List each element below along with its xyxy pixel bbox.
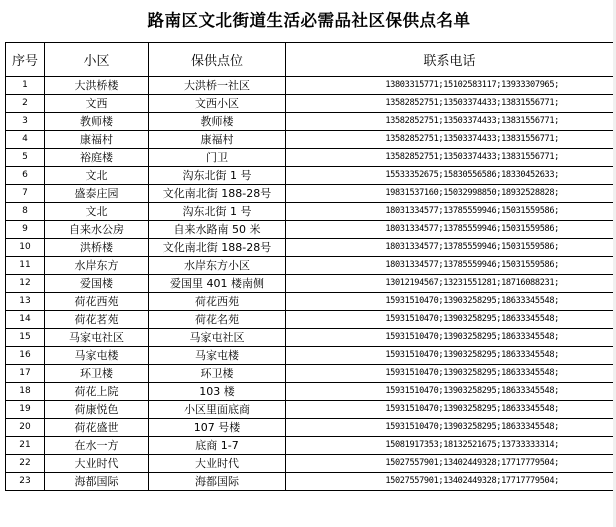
cell-community: 荷花盛世 bbox=[45, 419, 149, 437]
cell-supply-point: 107 号楼 bbox=[149, 419, 286, 437]
cell-index: 3 bbox=[6, 113, 45, 131]
cell-index: 8 bbox=[6, 203, 45, 221]
header-community: 小区 bbox=[45, 43, 149, 77]
table-row bbox=[6, 473, 614, 491]
cell-community: 水岸东方 bbox=[45, 257, 149, 275]
cell-index: 15 bbox=[6, 329, 45, 347]
cell-community: 文西 bbox=[45, 95, 149, 113]
cell-index: 17 bbox=[6, 365, 45, 383]
cell-phone: 15931510470;13903258295;18633345548; bbox=[286, 311, 614, 329]
cell-community: 环卫楼 bbox=[45, 365, 149, 383]
cell-supply-point: 海都国际 bbox=[149, 473, 286, 491]
cell-phone: 18031334577;13785559946;15031559586; bbox=[286, 257, 614, 275]
table-row bbox=[6, 419, 614, 437]
cell-phone: 19831537160;15032998850;18932528828; bbox=[286, 185, 614, 203]
cell-phone: 15931510470;13903258295;18633345548; bbox=[286, 347, 614, 365]
table-row bbox=[6, 203, 614, 221]
cell-index: 12 bbox=[6, 275, 45, 293]
cell-supply-point: 文化南北街 188-28号 bbox=[149, 239, 286, 257]
cell-supply-point: 沟东北街 1 号 bbox=[149, 203, 286, 221]
cell-phone: 15081917353;18132521675;13733333314; bbox=[286, 437, 614, 455]
cell-index: 14 bbox=[6, 311, 45, 329]
table-row bbox=[6, 95, 614, 113]
cell-supply-point: 马家屯社区 bbox=[149, 329, 286, 347]
cell-community: 大业时代 bbox=[45, 455, 149, 473]
cell-phone: 15027557901;13402449328;17717779504; bbox=[286, 473, 614, 491]
table-row bbox=[6, 437, 614, 455]
cell-supply-point: 文西小区 bbox=[149, 95, 286, 113]
cell-index: 4 bbox=[6, 131, 45, 149]
table-row bbox=[6, 131, 614, 149]
cell-index: 19 bbox=[6, 401, 45, 419]
cell-phone: 18031334577;13785559946;15031559586; bbox=[286, 239, 614, 257]
table-row bbox=[6, 311, 614, 329]
cell-supply-point: 环卫楼 bbox=[149, 365, 286, 383]
cell-phone: 13582852751;13503374433;13831556771; bbox=[286, 95, 614, 113]
cell-index: 16 bbox=[6, 347, 45, 365]
table-row bbox=[6, 401, 614, 419]
table-row bbox=[6, 347, 614, 365]
table-row bbox=[6, 455, 614, 473]
cell-community: 荷花西苑 bbox=[45, 293, 149, 311]
table-row bbox=[6, 149, 614, 167]
cell-supply-point: 爱国里 401 楼南侧 bbox=[149, 275, 286, 293]
document-title: 路南区文北街道生活必需品社区保供点名单 bbox=[147, 11, 471, 30]
cell-phone: 15931510470;13903258295;18633345548; bbox=[286, 329, 614, 347]
cell-supply-point: 荷花名苑 bbox=[149, 311, 286, 329]
cell-phone: 13582852751;13503374433;13831556771; bbox=[286, 149, 614, 167]
cell-supply-point: 荷花西苑 bbox=[149, 293, 286, 311]
table-row bbox=[6, 185, 614, 203]
table-row bbox=[6, 167, 614, 185]
header-phone: 联系电话 bbox=[286, 43, 614, 77]
cell-phone: 13012194567;13231551281;18716088231; bbox=[286, 275, 614, 293]
cell-supply-point: 小区里面底商 bbox=[149, 401, 286, 419]
cell-supply-point: 大业时代 bbox=[149, 455, 286, 473]
table-row bbox=[6, 77, 614, 95]
cell-supply-point: 水岸东方小区 bbox=[149, 257, 286, 275]
cell-index: 6 bbox=[6, 167, 45, 185]
supply-point-table bbox=[5, 42, 614, 491]
cell-supply-point: 自来水路南 50 米 bbox=[149, 221, 286, 239]
cell-community: 在水一方 bbox=[45, 437, 149, 455]
cell-supply-point: 文化南北街 188-28号 bbox=[149, 185, 286, 203]
cell-community: 马家屯楼 bbox=[45, 347, 149, 365]
cell-community: 荷花茗苑 bbox=[45, 311, 149, 329]
cell-phone: 13582852751;13503374433;13831556771; bbox=[286, 131, 614, 149]
table-row bbox=[6, 329, 614, 347]
table-row bbox=[6, 221, 614, 239]
cell-supply-point: 沟东北街 1 号 bbox=[149, 167, 286, 185]
cell-community: 自来水公房 bbox=[45, 221, 149, 239]
cell-index: 9 bbox=[6, 221, 45, 239]
cell-phone: 13803315771;15102583117;13933307965; bbox=[286, 77, 614, 95]
cell-community: 洪桥楼 bbox=[45, 239, 149, 257]
cell-phone: 18031334577;13785559946;15031559586; bbox=[286, 203, 614, 221]
cell-community: 荷花上院 bbox=[45, 383, 149, 401]
cell-supply-point: 大洪桥一社区 bbox=[149, 77, 286, 95]
cell-index: 5 bbox=[6, 149, 45, 167]
cell-phone: 18031334577;13785559946;15031559586; bbox=[286, 221, 614, 239]
cell-community: 大洪桥楼 bbox=[45, 77, 149, 95]
cell-index: 18 bbox=[6, 383, 45, 401]
cell-supply-point: 康福村 bbox=[149, 131, 286, 149]
cell-index: 7 bbox=[6, 185, 45, 203]
cell-supply-point: 底商 1-7 bbox=[149, 437, 286, 455]
table-header-row bbox=[6, 43, 614, 77]
cell-index: 2 bbox=[6, 95, 45, 113]
cell-community: 海都国际 bbox=[45, 473, 149, 491]
table-row bbox=[6, 275, 614, 293]
table-row bbox=[6, 383, 614, 401]
cell-community: 荷康悦色 bbox=[45, 401, 149, 419]
table-row bbox=[6, 239, 614, 257]
cell-index: 13 bbox=[6, 293, 45, 311]
cell-community: 教师楼 bbox=[45, 113, 149, 131]
cell-phone: 15931510470;13903258295;18633345548; bbox=[286, 383, 614, 401]
cell-community: 文北 bbox=[45, 167, 149, 185]
cell-index: 10 bbox=[6, 239, 45, 257]
cell-community: 文北 bbox=[45, 203, 149, 221]
cell-community: 爱国楼 bbox=[45, 275, 149, 293]
table-row bbox=[6, 257, 614, 275]
cell-index: 1 bbox=[6, 77, 45, 95]
cell-phone: 15027557901;13402449328;17717779504; bbox=[286, 455, 614, 473]
cell-phone: 15931510470;13903258295;18633345548; bbox=[286, 419, 614, 437]
header-supply-point: 保供点位 bbox=[149, 43, 286, 77]
table-row bbox=[6, 365, 614, 383]
table-row bbox=[6, 293, 614, 311]
cell-phone: 13582852751;13503374433;13831556771; bbox=[286, 113, 614, 131]
cell-index: 11 bbox=[6, 257, 45, 275]
cell-supply-point: 103 楼 bbox=[149, 383, 286, 401]
cell-phone: 15931510470;13903258295;18633345548; bbox=[286, 365, 614, 383]
cell-index: 23 bbox=[6, 473, 45, 491]
cell-supply-point: 教师楼 bbox=[149, 113, 286, 131]
cell-community: 康福村 bbox=[45, 131, 149, 149]
cell-index: 21 bbox=[6, 437, 45, 455]
cell-phone: 15533352675;15830556586;18330452633; bbox=[286, 167, 614, 185]
cell-community: 马家屯社区 bbox=[45, 329, 149, 347]
cell-supply-point: 门卫 bbox=[149, 149, 286, 167]
cell-index: 22 bbox=[6, 455, 45, 473]
cell-community: 裕庭楼 bbox=[45, 149, 149, 167]
cell-phone: 15931510470;13903258295;18633345548; bbox=[286, 401, 614, 419]
cell-phone: 15931510470;13903258295;18633345548; bbox=[286, 293, 614, 311]
header-index: 序号 bbox=[6, 43, 45, 77]
table-row bbox=[6, 113, 614, 131]
cell-supply-point: 马家屯楼 bbox=[149, 347, 286, 365]
cell-index: 20 bbox=[6, 419, 45, 437]
cell-community: 盛泰庄园 bbox=[45, 185, 149, 203]
